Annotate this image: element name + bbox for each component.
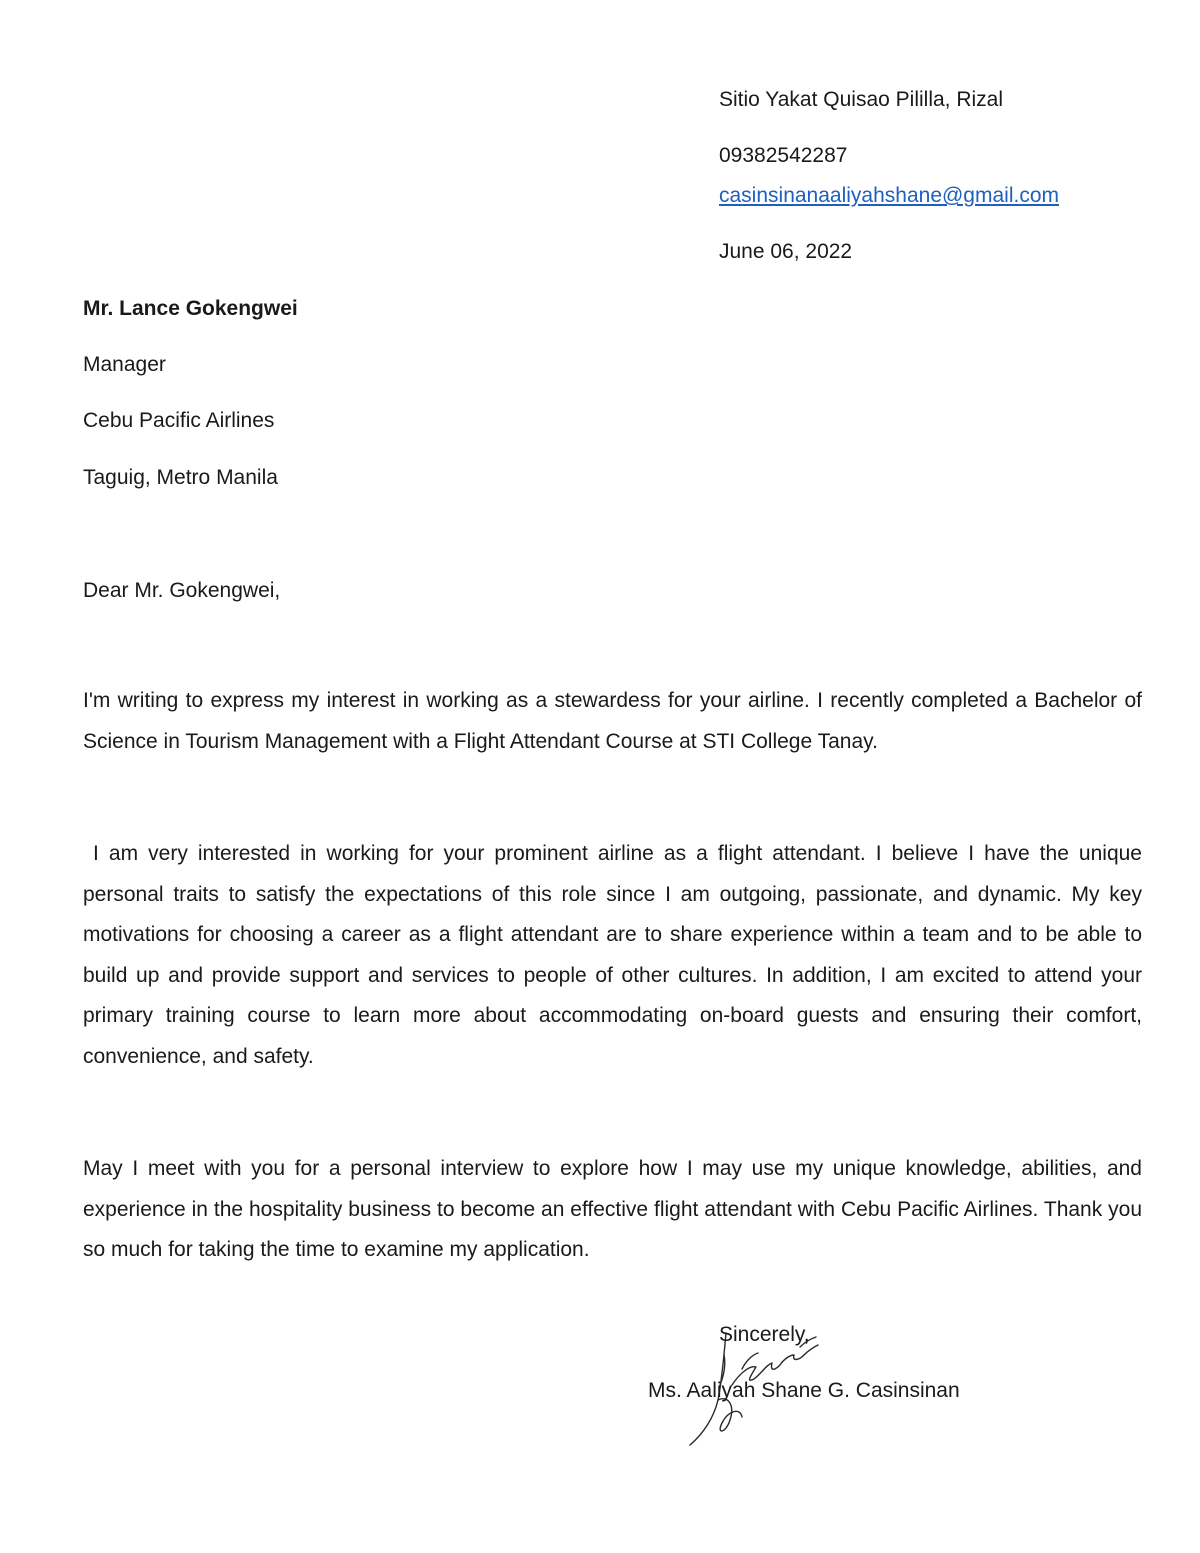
body-paragraph-3: May I meet with you for a personal interview to explore how I may use my unique knowledge, abilities, and experience in the hospitality business to become an effective flight attendant with Cebu Pacific Airlines. Thank you so much for taking the time to examine my application. [83,1157,1142,1261]
body-paragraph-2: I am very interested in working for your prominent airline as a flight attendant. I believe I have the unique personal traits to satisfy the expectations of this role since I am outgoing, passionate, and dynamic. My key motivations for choosing a career as a flight attendant are to share experience within a team and to be able to build up and provide support and services to people of other cultures. In addition, I am excited to attend your primary training course to learn more about accommodating on-board guests and ensuring their comfort, convenience, and safety. [83,842,1142,1068]
body-paragraph-1: I'm writing to express my interest in working as a stewardess for your airline. I recently completed a Bachelor of Science in Tourism Management with a Flight Attendant Course at STI College Tanay. [83,689,1142,753]
valediction: Sincerely, [719,1323,810,1346]
sender-email-link[interactable]: casinsinanaaliyahshane@gmail.com [719,184,1059,207]
letter-date: June 06, 2022 [719,240,853,263]
sender-address: Sitio Yakat Quisao Pililla, Rizal [719,88,1004,111]
recipient-name: Mr. Lance Gokengwei [83,297,298,320]
recipient-title: Manager [83,353,166,376]
recipient-company: Cebu Pacific Airlines [83,409,275,432]
salutation: Dear Mr. Gokengwei, [83,579,281,602]
sender-phone: 09382542287 [719,144,848,167]
signer-name: Ms. Aaliyah Shane G. Casinsinan [648,1379,960,1402]
recipient-location: Taguig, Metro Manila [83,466,278,489]
